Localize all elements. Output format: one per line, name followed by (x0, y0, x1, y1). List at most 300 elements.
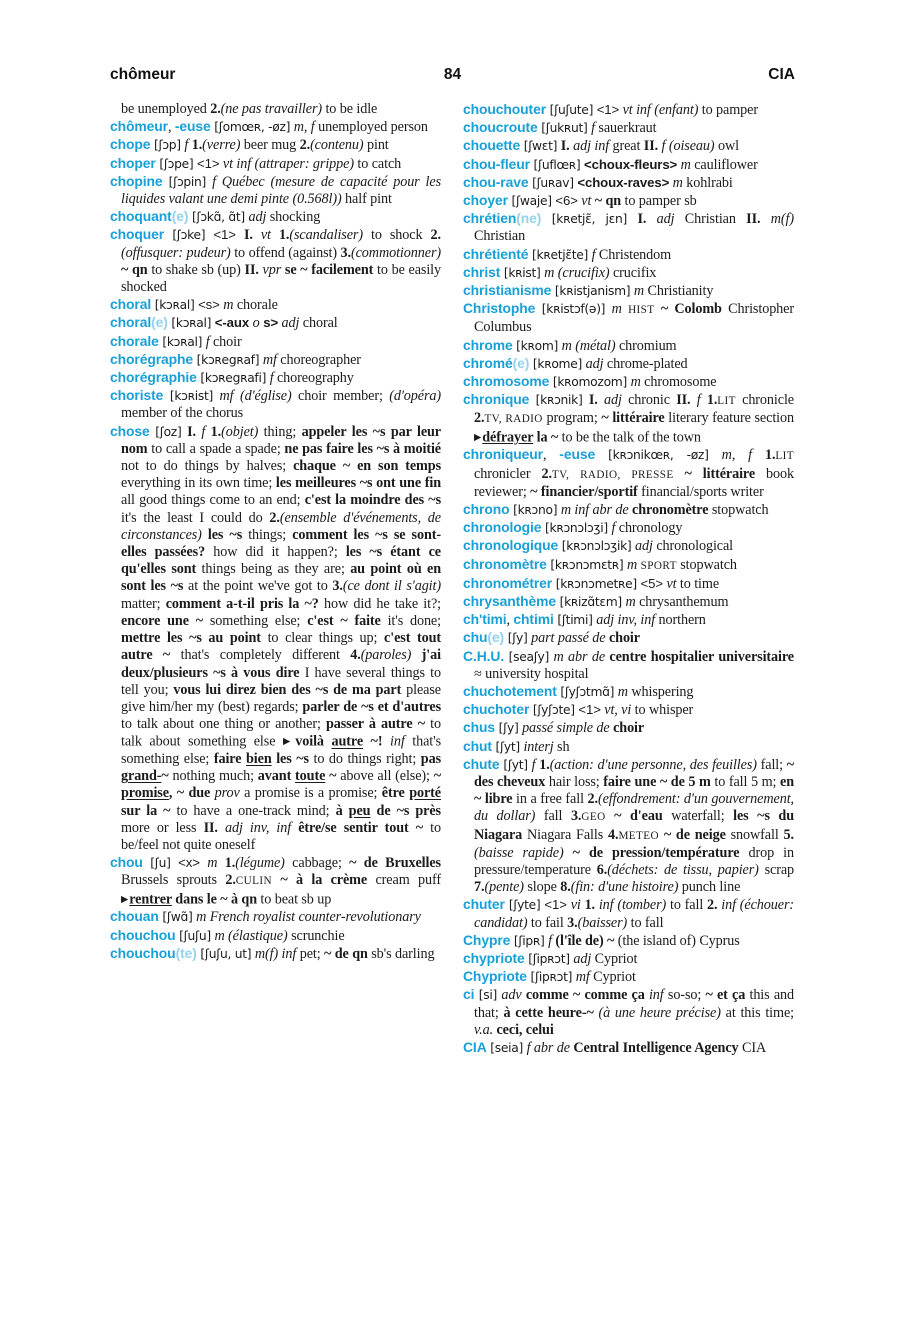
grammar-or-gloss: adj (573, 951, 592, 968)
example-phrase: comment a-t-il pris la ~? (165, 595, 319, 612)
page-header (110, 66, 795, 84)
domain-label: METEO (618, 829, 659, 842)
pronunciation: [kʀome] (529, 356, 586, 371)
dictionary-entry (463, 719, 794, 737)
translation-text: thing; (258, 423, 302, 440)
sense-number: 1. (278, 227, 290, 244)
domain-label: LIT (775, 450, 794, 463)
pronunciation: [kɔʀal] (158, 334, 206, 349)
example-phrase: chronomètre (632, 501, 709, 518)
translation-text: to clear things up; (260, 630, 385, 647)
headword: Chypre (463, 931, 511, 948)
inflection-info: <1> (544, 897, 567, 913)
translation-text (564, 845, 573, 861)
headword: ch'timi (463, 611, 507, 628)
domain-label: LIT (717, 395, 736, 408)
dictionary-entry (463, 756, 794, 897)
translation-text: chronology (615, 520, 683, 537)
example-phrase: ceci, celui (496, 1021, 554, 1038)
sense-number: 6. (596, 862, 608, 879)
translation-text: matter; (121, 595, 166, 612)
inflection-info: <5> (640, 575, 663, 591)
example-phrase: en ~ libre (474, 774, 794, 808)
translation-text: snowfall (725, 826, 784, 843)
example-phrase: ~ littéraire (684, 465, 756, 482)
grammar-or-gloss: adj (281, 315, 300, 332)
pronunciation: [ʃu] (142, 856, 179, 871)
example-phrase: les ~s (207, 526, 243, 543)
example-phrase: encore une ~ (121, 612, 204, 629)
idiom-marker-icon: ▶ (474, 431, 482, 443)
pronunciation: [ʃipʀ] (510, 933, 549, 948)
translation-text: chorale (233, 297, 278, 314)
headword: chronologie (463, 519, 542, 536)
domain-label: SPORT (640, 559, 677, 572)
example-phrase: être/se sentir tout ~ (298, 819, 424, 836)
dictionary-entry (463, 537, 794, 555)
pronunciation: [kʀɔnɔlɔʒik] (558, 539, 636, 554)
plural-form: s> (259, 315, 279, 331)
pronunciation: [ʃomœʀ, -øz] (210, 120, 294, 135)
headword: CIA (463, 1039, 487, 1056)
grammar-or-gloss: (pente) (484, 879, 524, 896)
translation-text: to whisper (631, 702, 694, 719)
grammar-or-gloss: m (672, 174, 683, 191)
idiom-marker-icon: ▶ (282, 736, 295, 748)
emphasized-word: porté (409, 785, 441, 802)
headword: choral (110, 296, 152, 313)
example-phrase: ne pas faire les ~s à moitié (284, 440, 441, 457)
translation-text: sauerkraut (594, 120, 657, 137)
inflection-info: <1> (596, 102, 620, 117)
sense-number: 2. (587, 791, 598, 808)
translation-text: sb's darling (367, 945, 435, 962)
example-phrase: ~ d'eau (614, 808, 663, 825)
pronunciation: [seaʃy] (504, 649, 554, 664)
dictionary-entry (463, 648, 794, 683)
headword-variant-suffix: (e) (512, 354, 530, 371)
pronunciation: [kɔʀal] (151, 298, 199, 313)
grammar-or-gloss: (légume) (235, 855, 285, 872)
headword: chose (110, 422, 150, 439)
translation-text: something else; (203, 612, 308, 629)
grammar-or-gloss: inf (tomber) (595, 897, 667, 914)
grammar-or-gloss: vt inf (222, 155, 252, 172)
headword: ci (463, 986, 475, 1003)
grammar-or-gloss: (offusquer: pudeur) (121, 244, 231, 261)
headword: chuter (463, 896, 505, 913)
headword: choper (110, 154, 156, 171)
translation-text: in a free fall (512, 791, 588, 808)
grammar-or-gloss: f (269, 370, 274, 387)
sense-number: 3. (332, 578, 343, 595)
headword: chronométrer (463, 574, 553, 591)
dictionary-entry (463, 611, 794, 629)
dictionary-entry (463, 738, 794, 756)
translation-text: be unemployed (121, 101, 211, 117)
headword: chouette (463, 137, 521, 154)
pronunciation: [ʃyte] (504, 898, 545, 913)
translation-text: how did he take it?; (318, 595, 442, 612)
pronunciation: [ʃyʃɔte] (529, 703, 579, 718)
inflection-info: <1> (213, 227, 236, 243)
headword: chroniqueur (463, 446, 543, 463)
dictionary-entry (463, 932, 794, 950)
grammar-or-gloss: m (214, 927, 225, 944)
example-phrase: chaque ~ en son temps (293, 458, 441, 475)
translation-text: , (167, 119, 175, 136)
grammar-or-gloss: (déchets: de tissu, papier) (607, 862, 759, 879)
translation-text: all good things come to an end; (121, 492, 305, 509)
pronunciation: [kʀom] (512, 338, 562, 353)
translation-text: to pamper (698, 102, 758, 118)
dictionary-entry (463, 101, 794, 119)
grammar-or-gloss: m(f) (760, 211, 794, 228)
translation-text: Niagara Falls (522, 826, 608, 843)
dictionary-entry (463, 174, 794, 192)
example-phrase: être (381, 785, 410, 802)
pronunciation: [kɔʀegʀafi] (196, 371, 270, 386)
translation-text: waterfall; (662, 808, 734, 825)
headword-variant-suffix: (e) (171, 208, 189, 225)
inflection-info: <x> (178, 855, 200, 871)
grammar-or-gloss: m (223, 297, 234, 314)
domain-label: CULIN (235, 875, 272, 888)
translation-text: to fall 5 m; (710, 774, 780, 791)
example-phrase: de ~s près (370, 802, 441, 819)
left-column (110, 101, 441, 1057)
inflection-info: <6> (555, 193, 578, 209)
translation-text: things being as they are; (196, 561, 351, 578)
grammar-or-gloss: f (690, 392, 707, 409)
dictionary-entry (110, 387, 441, 422)
domain-label: HIST (628, 304, 655, 317)
sense-number: II. (244, 261, 259, 278)
translation-text: slope (523, 879, 561, 896)
headword: chouchou (110, 926, 176, 943)
translation-text: kohlrabi (682, 174, 733, 191)
example-phrase: pas (420, 751, 442, 768)
translation-text: cauliflower (690, 156, 758, 173)
translation-text: fall (535, 808, 571, 825)
translation-text: financial/sports writer (637, 483, 764, 500)
example-phrase: ~ de pression/température (572, 844, 740, 861)
grammar-or-gloss: mf (575, 969, 590, 986)
sense-number: 8. (560, 879, 571, 896)
translation-text (674, 466, 685, 482)
example-phrase: Central Intelligence Agency (573, 1040, 739, 1057)
dictionary-entry (110, 945, 441, 963)
translation-text: chrysanthemum (635, 593, 729, 610)
pronunciation: [kʀetjɛ̃te] (528, 247, 592, 262)
dictionary-entry (110, 226, 441, 296)
grammar-or-gloss: (crucifix) (557, 264, 610, 281)
emphasized-word: toute (295, 768, 326, 785)
grammar-or-gloss: vt (666, 575, 677, 592)
translation-text: fall; (756, 756, 787, 773)
example-phrase: ~ financier/sportif (530, 483, 638, 500)
translation-text: , (506, 612, 514, 629)
grammar-or-gloss: (ce dont il s'agit) (342, 578, 441, 595)
dictionary-entry (463, 300, 794, 336)
translation-text: Cypriot (589, 969, 636, 986)
example-phrase: les ~s (271, 751, 309, 768)
pronunciation: [ʃɔkɑ̃, ɑ̃t] (188, 210, 249, 225)
headword: chrono (463, 500, 510, 517)
grammar-or-gloss: adj inv, inf (596, 612, 656, 629)
grammar-or-gloss: m (633, 283, 645, 300)
translation-text: great (609, 138, 644, 155)
dictionary-entry (463, 593, 794, 611)
headword: chtimi (513, 611, 554, 628)
example-phrase: dans le ~ à qn (171, 891, 257, 908)
headword: chut (463, 737, 492, 754)
grammar-or-gloss: interj (523, 738, 554, 755)
translation-text: how did it happen?; (205, 544, 346, 561)
translation-text: at the point we've got to (183, 578, 333, 595)
example-phrase: avant (257, 768, 296, 785)
pronunciation: [si] (474, 988, 502, 1003)
headword: Chypriote (463, 968, 527, 985)
example-phrase: ~ (433, 768, 442, 785)
translation-text: stopwatch (708, 501, 769, 518)
example-phrase: ~ et ça (705, 987, 746, 1004)
headword: chrome (463, 336, 513, 353)
dictionary-entry (463, 701, 794, 719)
pronunciation: [ʃipʀɔt] (524, 952, 574, 967)
translation-text: to pamper sb (621, 193, 697, 210)
grammar-or-gloss: (verre) (202, 137, 241, 154)
pronunciation: [kʀɔnɔlɔʒi] (541, 521, 612, 536)
pronunciation: [kɔʀist] (163, 389, 220, 404)
translation-text: choir (209, 333, 242, 350)
grammar-or-gloss: f (591, 246, 596, 263)
pronunciation: [kʀizɑ̃tɛm] (556, 594, 626, 609)
grammar-or-gloss: vt (252, 227, 279, 244)
sense-number: 1. (191, 137, 203, 154)
grammar-or-gloss: vpr (258, 261, 285, 278)
dictionary-entry (463, 968, 794, 986)
emphasized-word: bien (246, 751, 272, 768)
grammar-or-gloss: (à une heure précise) (598, 1004, 721, 1021)
translation-text: ≈ university hospital (474, 665, 589, 682)
dictionary-entry (110, 173, 441, 208)
grammar-or-gloss: (action: d'une personne, des feuilles) (549, 756, 757, 773)
translation-text: Christian (674, 211, 747, 228)
dictionary-entry (463, 337, 794, 355)
example-phrase: les meilleures ~s ont une fin (275, 475, 441, 492)
dictionary-entry (463, 156, 794, 174)
grammar-or-gloss: f (195, 423, 211, 440)
pronunciation: [ʃyʃɔtmɑ̃] (556, 685, 618, 699)
grammar-or-gloss: m (630, 374, 641, 391)
translation-text: , (542, 447, 560, 464)
emphasized-word: défrayer (482, 429, 534, 446)
grammar-or-gloss: passé simple de (522, 720, 610, 737)
translation-text: Christendom (595, 246, 672, 263)
dictionary-entry (110, 155, 441, 173)
headword: christ (463, 263, 501, 280)
plural-form: <-aux (214, 315, 253, 331)
translation-text: things; (242, 526, 293, 543)
sense-number: II. (203, 819, 218, 836)
translation-text: half pint (341, 191, 392, 208)
translation-text: that's something else; (121, 733, 441, 768)
example-phrase: parler de ~s et d'autres (302, 698, 442, 715)
sense-number: 3. (567, 914, 578, 931)
grammar-or-gloss: inf (échouer: candidat) (474, 897, 795, 931)
translation-text: nothing much; (168, 768, 258, 785)
headword: choyer (463, 192, 508, 209)
headword: chou-fleur (463, 155, 530, 172)
headword: chrétienté (463, 245, 529, 262)
example-phrase: passer à autre ~ (325, 716, 425, 733)
translation-text: chronicler (474, 465, 542, 482)
grammar-or-gloss: (baisser) (577, 914, 628, 931)
headword: choral (110, 314, 152, 331)
translation-text: sh (553, 738, 570, 755)
sense-number: I. (588, 392, 598, 409)
page-number: 84 (443, 66, 462, 83)
translation-text: Brussels sprouts (121, 872, 226, 889)
sense-number: I. (187, 423, 196, 440)
pronunciation: [ʃɔp] (150, 138, 185, 153)
pronunciation: [seia] (486, 1041, 527, 1056)
grammar-or-gloss: m (680, 156, 691, 173)
dictionary-entry (463, 246, 794, 264)
translation-text: that's completely different (170, 647, 351, 664)
pronunciation: [kʀɔnɔmɛtʀ] (546, 557, 628, 572)
grammar-or-gloss: f (531, 756, 536, 773)
translation-text: to be easily shocked (121, 261, 441, 296)
headword: -euse (174, 118, 211, 135)
inflection-info: <s> (198, 297, 220, 313)
pronunciation: [ʃwaje] (507, 194, 556, 209)
sense-number: 2. (541, 465, 552, 482)
sense-number: 2. (430, 227, 441, 244)
grammar-or-gloss: (scandaliser) (289, 227, 363, 244)
example-phrase: appeler les ~s par leur nom (121, 423, 442, 457)
translation-text: unemployed person (314, 119, 428, 136)
pronunciation: [ʃwɛt] (520, 139, 561, 154)
translation-text: so-so; (663, 987, 706, 1004)
headword: choquer (110, 226, 165, 243)
example-phrase: ~ Colomb (660, 301, 722, 318)
sense-number: 3. (570, 808, 582, 825)
translation-text (752, 447, 765, 463)
translation-text: (the island of) Cyprus (614, 932, 740, 949)
headword: choquant (110, 208, 172, 225)
translation-text: to shock (362, 227, 431, 244)
translation-text: to talk about one thing or another; (121, 716, 326, 733)
grammar-or-gloss: (effondrement: d'un gouvernement, du dollar) (474, 791, 794, 825)
grammar-or-gloss: adj (597, 392, 622, 409)
headword: chorale (110, 332, 159, 349)
translation-text: CIA (738, 1040, 767, 1057)
dictionary-entry (463, 373, 794, 391)
example-phrase: ~ de qn (324, 945, 368, 962)
pronunciation: [ʃuʀav] (528, 175, 578, 190)
example-phrase: choir (608, 630, 640, 647)
sense-number: II. (676, 392, 691, 409)
grammar-or-gloss: f (548, 932, 552, 949)
sense-number: 4. (607, 826, 619, 843)
grammar-or-gloss: f (184, 137, 189, 154)
pronunciation: [kʀomozom] (549, 375, 631, 390)
pronunciation: [ʃyt] (491, 739, 524, 754)
dictionary-entry (463, 355, 794, 373)
grammar-or-gloss: m, f (293, 119, 315, 136)
translation-text: a promise is a promise; (239, 785, 382, 802)
headword: chute (463, 755, 500, 772)
pronunciation: [ʃuʃu] (175, 928, 215, 943)
sense-number: 1. (224, 855, 236, 872)
translation-text (411, 647, 421, 663)
example-phrase: la ~ (533, 429, 559, 446)
sense-number: 1. (706, 392, 718, 409)
example-phrase: ~ des cheveux (474, 756, 794, 791)
headword: chronomètre (463, 555, 547, 572)
headword: chronologique (463, 537, 559, 554)
headword: Christophe (463, 300, 536, 317)
example-phrase: se ~ facilement (284, 261, 374, 278)
grammar-or-gloss: adj (646, 211, 675, 228)
example-phrase: ~ à la crème (280, 872, 368, 889)
sense-number: 2. (474, 410, 485, 427)
translation-text (217, 855, 224, 871)
example-phrase: les ~s du Niagara (474, 808, 795, 843)
pronunciation: [ʃukʀut] (537, 121, 592, 136)
grammar-or-gloss: v.a. (474, 1021, 494, 1038)
grammar-or-gloss: (commotionner) (350, 244, 441, 261)
translation-text: literary feature section (664, 410, 794, 427)
dictionary-entry (110, 208, 441, 226)
dictionary-entry (110, 351, 441, 369)
idiom-marker-icon: ▶ (121, 893, 129, 905)
headword: -euse (559, 446, 596, 463)
example-phrase: à (335, 802, 349, 819)
headword: chopine (110, 172, 163, 189)
headword: chorégraphie (110, 369, 197, 386)
sense-number: 2. (707, 897, 718, 914)
translation-text: owl (714, 138, 739, 155)
example-phrase: , ~ due (168, 785, 211, 802)
translation-text: it's done; (380, 612, 441, 629)
translation-text: to fall (627, 914, 664, 931)
headword-variant-suffix: (ne) (516, 210, 542, 227)
grammar-or-gloss: m (611, 301, 622, 318)
example-phrase: mettre les ~s au point (121, 630, 261, 647)
example-phrase: ~ littéraire (601, 410, 665, 427)
grammar-or-gloss: vt (581, 193, 592, 210)
dictionary-entry (463, 119, 794, 137)
translation-text: cabbage; (284, 855, 350, 872)
emphasized-word: autre (331, 733, 364, 750)
grammar-or-gloss: (enfant) (654, 102, 699, 118)
headword: chorégraphe (110, 350, 194, 367)
example-phrase: centre hospitalier universitaire (609, 648, 795, 665)
pronunciation: [ʃuflœʀ] (529, 157, 585, 172)
grammar-or-gloss: (paroles) (360, 647, 412, 664)
sense-number: 1. (584, 897, 596, 914)
headword: chronique (463, 391, 530, 408)
grammar-or-gloss: adv (501, 987, 522, 1004)
headword: chouan (110, 908, 159, 925)
translation-text: at this time; (720, 1004, 794, 1021)
sense-number: 2. (269, 509, 280, 526)
grammar-or-gloss: m (207, 855, 218, 872)
dictionary-entry (463, 683, 794, 701)
